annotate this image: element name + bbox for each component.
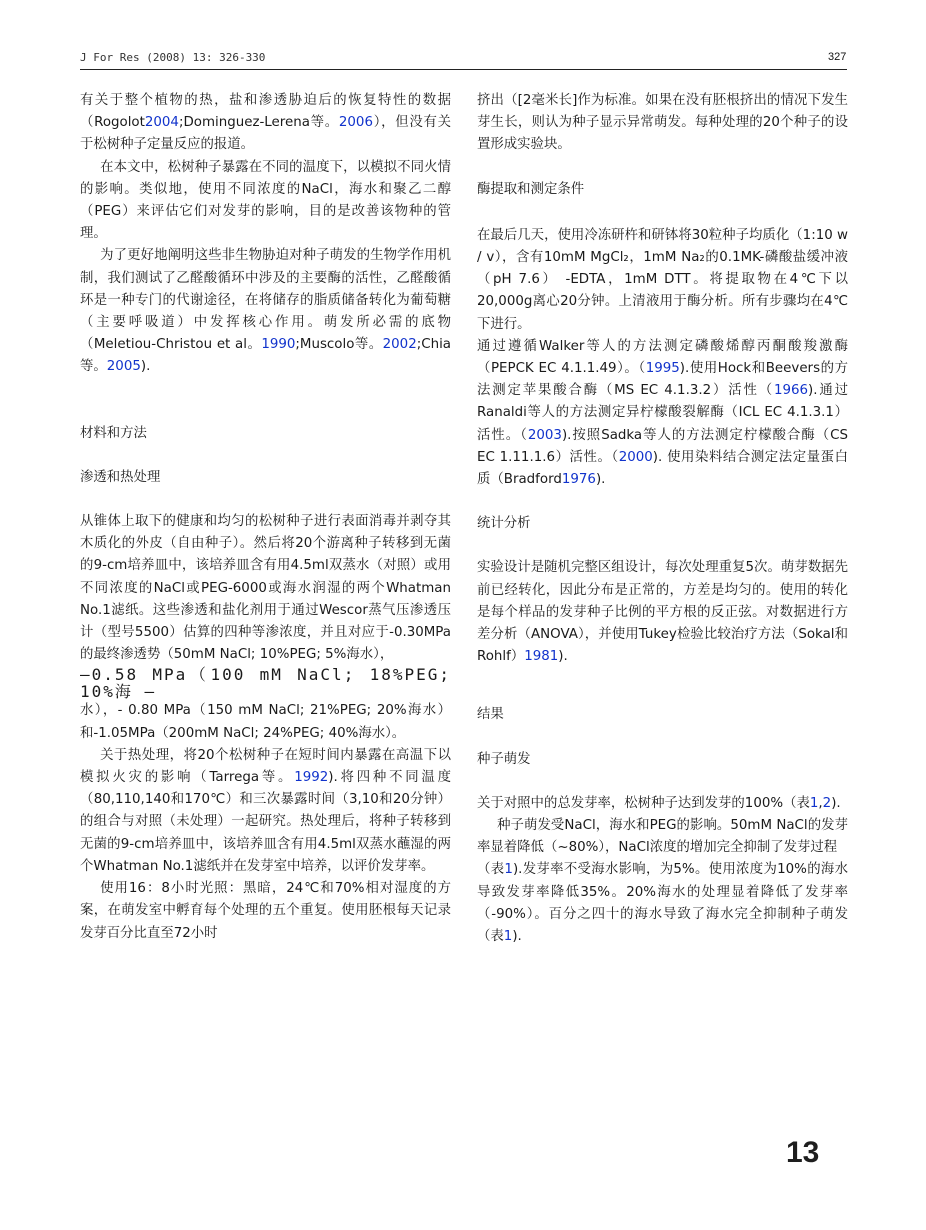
subsection-heading-enzyme: 酶提取和测定条件 — [477, 181, 585, 197]
citation-link[interactable]: 1966 — [773, 383, 809, 399]
header-rule — [80, 69, 847, 70]
text: 实验设计是随机完整区组设计，每次处理重复5次。萌芽数据先前已经转化，因此分布是正常的，方差是均匀的。使用的转化是每个样品的发芽种子比例的平方根的反正弦。对数据进行方差分析（ANOVA），并使用Tukey检验比较治疗方法（Sokal和Rohlf） — [477, 560, 848, 665]
text: （表 — [477, 862, 505, 878]
text: 有关于整个植物的热，盐和渗透胁迫后的恢复特性的数据（Rogolot — [80, 93, 451, 131]
spacer — [477, 771, 848, 793]
table-link[interactable]: 1 — [504, 862, 513, 878]
paragraph-stats — [477, 557, 848, 668]
text: ). — [558, 649, 568, 665]
text: ). — [831, 795, 841, 811]
text: ;Muscolo等。 — [295, 337, 383, 353]
subsection-heading-osmotic: 渗透和热处理 — [80, 469, 161, 485]
text: ），但没有关于松树种子定量反应的报道。 — [80, 115, 451, 153]
section-heading-methods: 材料和方法 — [80, 425, 147, 441]
paragraph-extraction: 在最后几天，使用冷冻研杵和研钵将30粒种子均质化（1:10 w / v），含有10mM MgCl₂，1mM Na₂的0.1MK-磷酸盐缓冲液（pH 7.6） -EDTA，1mM DTT。将提取物在4℃下以20,000g离心20分钟。上清液用于酶分析。所有步骤均在4℃下进行。 — [477, 227, 848, 332]
spacer — [80, 489, 451, 511]
subsection-heading-germination: 种子萌发 — [477, 751, 531, 767]
table-link[interactable]: 1 — [503, 929, 513, 945]
spacer — [80, 445, 451, 467]
citation-link[interactable]: 1992 — [294, 770, 329, 786]
paragraph-criteria: 挤出（[2毫米长]作为标准。如果在没有胚根挤出的情况下发生芽生长，则认为种子显示异常萌发。每种处理的20个种子的设置形成实验块。 — [477, 93, 848, 153]
text: 关于对照中的总发芽率，松树种子达到发芽的100%（表 — [477, 795, 810, 811]
running-head: J For Res (2008) 13: 326-330 — [80, 51, 266, 64]
text: ;Dominguez-Lerena等。 — [178, 115, 339, 131]
spacer — [477, 491, 848, 513]
citation-link[interactable]: 2002 — [382, 337, 417, 353]
text: ).通过Ranaldi等人的方法测定异柠檬酸裂解酶（ICL EC 4.1.3.1）活性。（ — [477, 383, 848, 443]
citation-link[interactable]: 1990 — [261, 337, 296, 353]
text: 为了更好地阐明这些非生物胁迫对种子萌发的生物学作用机制，我们测试了乙醛酸循环中涉及的主要酶的活性，乙醛酸循环是一种专门的代谢途径，在将储存的脂质储备转化为葡萄糖（主要呼吸道）中发挥核心作用。萌发所必需的底物（Meletiou-Christou et al。 — [80, 248, 451, 353]
spacer — [477, 157, 848, 179]
paragraph-intro-3 — [80, 245, 451, 378]
subsection-heading-stats: 统计分析 — [477, 516, 531, 532]
citation-link[interactable]: 2000 — [618, 449, 653, 465]
paragraph-osmotic: 从锥体上取下的健康和均匀的松树种子进行表面消毒并剥夺其木质化的外皮（自由种子）。然后将20个游离种子转移到无菌的9-cm培养皿中，该培养皿含有用4.5ml双蒸水（对照）或用不同浓度的NaCl或PEG-6000或海水润湿的两个Whatman No.1滤纸。这些渗透和盐化剂用于通过Wescor蒸气压渗透压计（型号5500）估算的四种等渗浓度，并且对应于-0.30MPa的最终渗透势（50mM NaCl; 10%PEG; 5%海水）， — [80, 514, 451, 663]
paragraph-germination-control — [477, 793, 848, 815]
citation-link[interactable]: 1995 — [645, 361, 680, 377]
text: ). — [512, 929, 522, 945]
text: ;Chia等。 — [80, 337, 451, 375]
text: ). — [140, 359, 151, 375]
spacer — [80, 379, 451, 423]
paragraph-osmotic-large-text: —0.58 MPa（100 mM NaCl; 18%PEG; 10%海 — — [80, 665, 451, 702]
spacer — [477, 668, 848, 704]
text: ).发芽率不受海水影响，为5%。使用浓度为10%的海水导致发芽率降低35%。20%海水的处理显着降低了发芽率（-90%）。百分之四十的海水导致了海水完全抑制种子萌发（表 — [477, 862, 848, 945]
citation-link[interactable]: 1981 — [524, 649, 559, 665]
section-heading-results: 结果 — [477, 707, 504, 723]
citation-link[interactable]: 2004 — [144, 115, 179, 131]
text: ). 使用染料结合测定法定量蛋白质（Bradford — [477, 449, 848, 488]
paragraph-incubation: 使用16：8小时光照：黑暗，24℃和70%相对湿度的方案，在萌发室中孵育每个处理的五个重复。使用胚根每天记录发芽百分比直至72小时 — [80, 881, 451, 941]
paragraph-heat — [80, 745, 451, 878]
text: ).按照Sadka等人的方法测定柠檬酸合酶（CS EC 1.11.1.6）活性。（ — [477, 427, 848, 465]
text: , — [818, 795, 823, 811]
table-link[interactable]: 2 — [822, 795, 832, 811]
paragraph-osmotic-end: 水），- 0.80 MPa（150 mM NaCl; 21%PEG; 20%海水）和-1.05MPa（200mM NaCl; 24%PEG; 40%海水）。 — [80, 703, 451, 741]
spacer — [477, 535, 848, 557]
paragraph-germination-seawater — [477, 859, 848, 948]
left-column — [80, 90, 451, 945]
publisher-logo: 13 — [786, 1136, 820, 1169]
citation-link[interactable]: 2005 — [106, 359, 141, 375]
citation-link[interactable]: 1976 — [561, 472, 596, 488]
text: 通过遵循Walker等人的方法测定磷酸烯醇丙酮酸羧激酶（PEPCK EC 4.1.1.49）。（ — [477, 338, 848, 377]
text: ).使用Hock和Beevers的方法测定苹果酸合酶（MS EC 4.1.3.2）活性（ — [477, 361, 848, 399]
paragraph-germination-salt: 种子萌发受NaCl，海水和PEG的影响。50mM NaCl的发芽率显着降低（~80%），NaCl浓度的增加完全抑制了发芽过程 — [477, 818, 848, 856]
text: 关于热处理，将20个松树种子在短时间内暴露在高温下以模拟火灾的影响（Tarrega等。 — [80, 747, 451, 786]
text: ). — [595, 472, 606, 488]
spacer — [477, 727, 848, 749]
table-link[interactable]: 1 — [809, 795, 819, 811]
paragraph-intro-1 — [80, 90, 451, 157]
citation-link[interactable]: 2006 — [338, 115, 373, 131]
paragraph-assays — [477, 336, 848, 491]
citation-link[interactable]: 2003 — [527, 427, 562, 443]
text: ).将四种不同温度（80,110,140和170℃）和三次暴露时间（3,10和20分钟）的组合与对照（未处理）一起研究。热处理后，将种子转移到无菌的9-cm培养皿中，该培养皿含有用4.5ml双蒸水蘸湿的两个Whatman No.1滤纸并在发芽室中培养，以评价发芽率。 — [80, 770, 452, 874]
page-number: 327 — [828, 51, 847, 63]
right-column — [477, 90, 848, 948]
paragraph-intro-2: 在本文中，松树种子暴露在不同的温度下，以模拟不同火情的影响。类似地，使用不同浓度的NaCl，海水和聚乙二醇（PEG）来评估它们对发芽的影响，目的是改善该物种的管理。 — [80, 159, 451, 242]
spacer — [477, 201, 848, 225]
